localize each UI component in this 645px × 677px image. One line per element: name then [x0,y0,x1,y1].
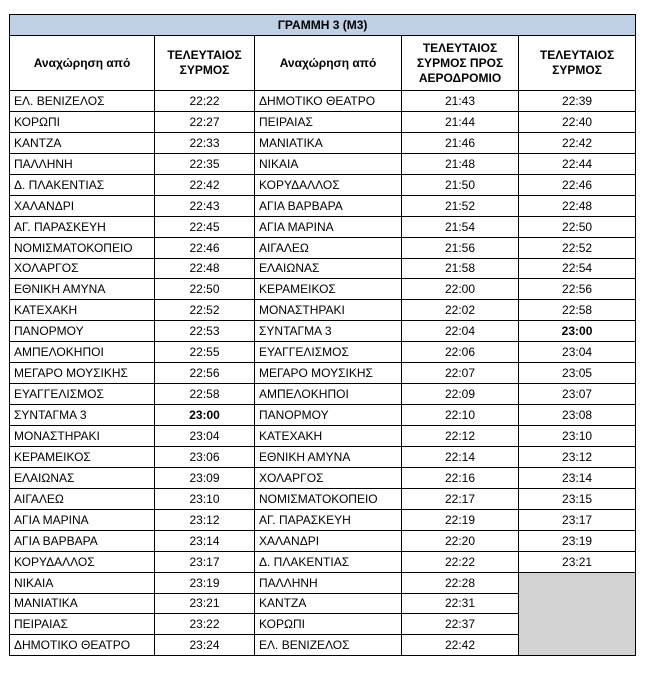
time-cell: 23:17 [519,509,636,530]
time-cell: 23:04 [519,342,636,363]
station-cell: ΚΟΡΥΔΑΛΛΟΣ [255,174,402,195]
time-cell: 22:27 [155,111,255,132]
airport-time-cell: 21:46 [402,132,519,153]
timetable-body [10,91,636,656]
time-cell: 23:15 [519,488,636,509]
station-cell: ΕΘΝΙΚΗ ΑΜΥΝΑ [255,446,402,467]
airport-time-cell: 22:28 [402,572,519,593]
station-cell: ΝΟΜΙΣΜΑΤΟΚΟΠΕΙΟ [255,488,402,509]
airport-time-cell: 22:04 [402,321,519,342]
airport-time-cell: 22:10 [402,405,519,426]
time-cell: 23:04 [155,426,255,447]
station-cell: ΠΑΝΟΡΜΟΥ [255,405,402,426]
airport-time-cell: 22:22 [402,551,519,572]
station-cell: ΔΗΜΟΤΙΚΟ ΘΕΑΤΡΟ [255,91,402,112]
airport-time-cell: 22:00 [402,279,519,300]
time-cell: 22:56 [519,279,636,300]
time-cell: 23:21 [519,551,636,572]
station-cell: ΧΑΛΑΝΔΡΙ [10,195,155,216]
time-cell: 22:50 [155,279,255,300]
station-cell: ΚΑΝΤΖΑ [255,593,402,614]
station-cell: ΔΗΜΟΤΙΚΟ ΘΕΑΤΡΟ [10,635,155,656]
station-cell: ΕΛΑΙΩΝΑΣ [255,258,402,279]
airport-time-cell: 22:19 [402,509,519,530]
station-cell: ΚΑΝΤΖΑ [10,132,155,153]
station-cell: ΑΓΙΑ ΒΑΡΒΑΡΑ [255,195,402,216]
airport-time-cell: 22:16 [402,467,519,488]
airport-time-cell: 21:44 [402,111,519,132]
time-cell: 23:10 [519,426,636,447]
station-cell: ΑΜΠΕΛΟΚΗΠΟΙ [10,342,155,363]
time-cell: 22:58 [519,300,636,321]
time-cell: 22:53 [155,321,255,342]
time-cell: 23:21 [155,593,255,614]
station-cell: ΑΜΠΕΛΟΚΗΠΟΙ [255,384,402,405]
station-cell: ΕΛΑΙΩΝΑΣ [10,467,155,488]
table-row [10,132,636,153]
station-cell: ΚΟΡΥΔΑΛΛΟΣ [10,551,155,572]
station-cell: ΜΑΝΙΑΤΙΚΑ [255,132,402,153]
time-cell: 23:14 [155,530,255,551]
station-cell: ΠΑΝΟΡΜΟΥ [10,321,155,342]
table-row [10,300,636,321]
station-cell: ΠΕΙΡΑΙΑΣ [255,111,402,132]
airport-time-cell: 21:56 [402,237,519,258]
time-cell: 22:42 [519,132,636,153]
table-row [10,342,636,363]
table-row [10,426,636,447]
station-cell: ΚΑΤΕΧΑΚΗ [10,300,155,321]
airport-time-cell: 22:07 [402,363,519,384]
station-cell: ΕΛ. ΒΕΝΙΖΕΛΟΣ [10,91,155,112]
table-row [10,530,636,551]
time-cell: 22:46 [519,174,636,195]
table-row [10,384,636,405]
station-cell: ΠΑΛΛΗΝΗ [10,153,155,174]
station-cell: ΜΕΓΑΡΟ ΜΟΥΣΙΚΗΣ [255,363,402,384]
table-row [10,111,636,132]
table-row [10,216,636,237]
time-cell: 22:54 [519,258,636,279]
table-row [10,488,636,509]
station-cell: ΝΟΜΙΣΜΑΤΟΚΟΠΕΙΟ [10,237,155,258]
station-cell: ΑΓΙΑ ΜΑΡΙΝΑ [10,509,155,530]
station-cell: ΧΑΛΑΝΔΡΙ [255,530,402,551]
station-cell: Δ. ΠΛΑΚΕΝΤΙΑΣ [255,551,402,572]
station-cell: ΚΟΡΩΠΙ [10,111,155,132]
station-cell: ΧΟΛΑΡΓΟΣ [255,467,402,488]
time-cell: 22:56 [155,363,255,384]
time-cell: 23:07 [519,384,636,405]
time-cell: 22:55 [155,342,255,363]
airport-time-cell: 22:14 [402,446,519,467]
time-cell: 22:35 [155,153,255,174]
time-cell: 23:17 [155,551,255,572]
table-row [10,467,636,488]
station-cell: ΜΑΝΙΑΤΙΚΑ [10,593,155,614]
table-row [10,363,636,384]
time-cell: 23:05 [519,363,636,384]
station-cell: ΠΕΙΡΑΙΑΣ [10,614,155,635]
header-last-train-1: ΤΕΛΕΥΤΑΙΟΣ ΣΥΡΜΟΣ [155,36,255,91]
station-cell: ΑΓ. ΠΑΡΑΣΚΕΥΗ [10,216,155,237]
time-cell: 23:09 [155,467,255,488]
airport-time-cell: 22:06 [402,342,519,363]
time-cell: 22:22 [155,91,255,112]
table-row [10,195,636,216]
table-title: ΓΡΑΜΜΗ 3 (Μ3) [10,15,636,36]
empty-shaded-cell [519,572,636,656]
airport-time-cell: 22:09 [402,384,519,405]
table-row [10,174,636,195]
airport-time-cell: 22:31 [402,593,519,614]
airport-time-cell: 22:17 [402,488,519,509]
time-cell: 23:12 [519,446,636,467]
station-cell: ΚΕΡΑΜΕΙΚΟΣ [10,446,155,467]
table-row [10,91,636,112]
time-cell: 23:10 [155,488,255,509]
time-cell: 23:12 [155,509,255,530]
station-cell: ΚΑΤΕΧΑΚΗ [255,426,402,447]
station-cell: ΚΕΡΑΜΕΙΚΟΣ [255,279,402,300]
airport-time-cell: 22:02 [402,300,519,321]
station-cell: ΜΟΝΑΣΤΗΡΑΚΙ [255,300,402,321]
station-cell: ΝΙΚΑΙΑ [255,153,402,174]
airport-time-cell: 21:52 [402,195,519,216]
airport-time-cell: 21:54 [402,216,519,237]
table-row [10,509,636,530]
header-departure-1: Αναχώρηση από [10,36,155,91]
station-cell: ΕΛ. ΒΕΝΙΖΕΛΟΣ [255,635,402,656]
airport-time-cell: 22:37 [402,614,519,635]
table-row [10,321,636,342]
time-cell: 22:48 [519,195,636,216]
station-cell: ΚΟΡΩΠΙ [255,614,402,635]
station-cell: ΕΥΑΓΓΕΛΙΣΜΟΣ [255,342,402,363]
time-cell: 23:00 [519,321,636,342]
time-cell: 23:14 [519,467,636,488]
table-row [10,572,636,593]
header-last-train-airport: ΤΕΛΕΥΤΑΙΟΣ ΣΥΡΜΟΣ ΠΡΟΣ ΑΕΡΟΔΡΟΜΙΟ [402,36,519,91]
time-cell: 23:19 [519,530,636,551]
airport-time-cell: 21:43 [402,91,519,112]
station-cell: ΜΟΝΑΣΤΗΡΑΚΙ [10,426,155,447]
timetable [9,14,636,656]
station-cell: ΕΥΑΓΓΕΛΙΣΜΟΣ [10,384,155,405]
airport-time-cell: 22:20 [402,530,519,551]
time-cell: 22:40 [519,111,636,132]
station-cell: ΕΘΝΙΚΗ ΑΜΥΝΑ [10,279,155,300]
time-cell: 23:24 [155,635,255,656]
airport-time-cell: 21:50 [402,174,519,195]
table-row [10,551,636,572]
time-cell: 22:50 [519,216,636,237]
airport-time-cell: 21:48 [402,153,519,174]
time-cell: 22:45 [155,216,255,237]
station-cell: ΣΥΝΤΑΓΜΑ 3 [255,321,402,342]
time-cell: 22:44 [519,153,636,174]
time-cell: 22:58 [155,384,255,405]
header-departure-2: Αναχώρηση από [255,36,402,91]
airport-time-cell: 21:58 [402,258,519,279]
table-row [10,446,636,467]
time-cell: 23:00 [155,405,255,426]
time-cell: 23:22 [155,614,255,635]
station-cell: ΠΑΛΛΗΝΗ [255,572,402,593]
airport-time-cell: 22:42 [402,635,519,656]
station-cell: ΝΙΚΑΙΑ [10,572,155,593]
station-cell: ΣΥΝΤΑΓΜΑ 3 [10,405,155,426]
time-cell: 23:08 [519,405,636,426]
time-cell: 22:52 [155,300,255,321]
time-cell: 22:43 [155,195,255,216]
time-cell: 22:48 [155,258,255,279]
station-cell: ΑΙΓΑΛΕΩ [255,237,402,258]
station-cell: ΜΕΓΑΡΟ ΜΟΥΣΙΚΗΣ [10,363,155,384]
station-cell: Δ. ΠΛΑΚΕΝΤΙΑΣ [10,174,155,195]
station-cell: ΑΓ. ΠΑΡΑΣΚΕΥΗ [255,509,402,530]
table-row [10,258,636,279]
station-cell: ΑΙΓΑΛΕΩ [10,488,155,509]
time-cell: 22:39 [519,91,636,112]
time-cell: 22:33 [155,132,255,153]
station-cell: ΑΓΙΑ ΜΑΡΙΝΑ [255,216,402,237]
airport-time-cell: 22:12 [402,426,519,447]
time-cell: 23:06 [155,446,255,467]
time-cell: 22:42 [155,174,255,195]
table-row [10,153,636,174]
time-cell: 23:19 [155,572,255,593]
table-row [10,405,636,426]
station-cell: ΧΟΛΑΡΓΟΣ [10,258,155,279]
station-cell: ΑΓΙΑ ΒΑΡΒΑΡΑ [10,530,155,551]
table-row [10,279,636,300]
time-cell: 22:52 [519,237,636,258]
header-last-train-2: ΤΕΛΕΥΤΑΙΟΣ ΣΥΡΜΟΣ [519,36,636,91]
table-row [10,237,636,258]
time-cell: 22:46 [155,237,255,258]
